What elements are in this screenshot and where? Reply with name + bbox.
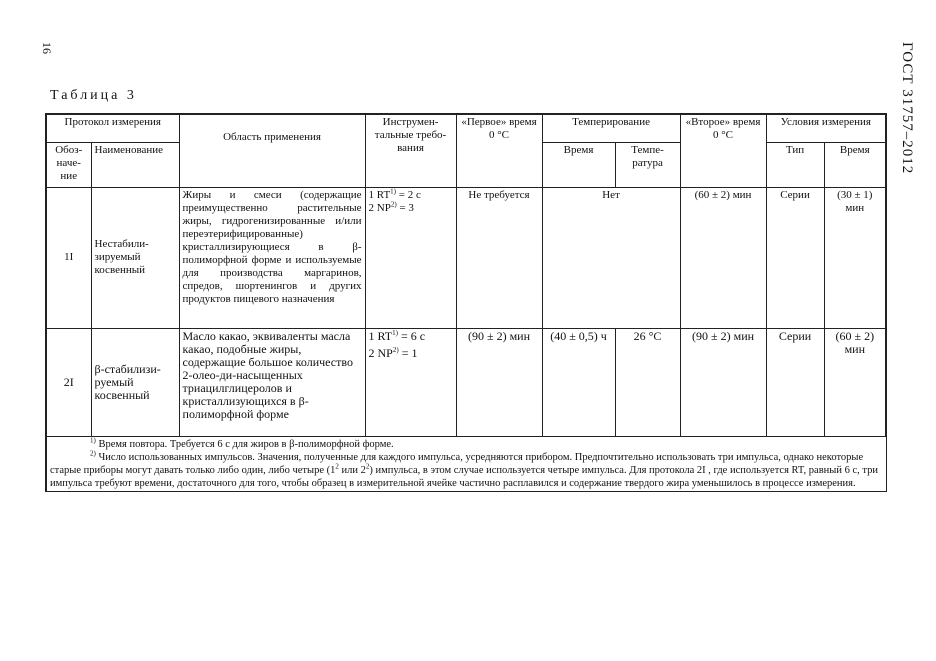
header-row-1 [46,114,886,142]
row2-temper-temp: 26 °C [615,328,680,436]
header-second-time-temp: 0 °C [713,129,734,141]
row1-type: Серии [766,187,824,328]
row2-second-time: (90 ± 2) мин [680,328,766,436]
page-number: 16 [40,42,54,54]
row1-tempering: Нет [542,187,680,328]
row1-instrument: 1 RT$^{1)}$ = 2 с 2 NP$^{2)}$ = 3 [365,187,456,328]
row2-instrument: 1 RT$^{1)}$ = 6 с 2 NP$^{2)}$ = 1 [365,328,456,436]
measurement-protocols-table [45,113,887,492]
header-temper-temp: Темпе-ратура [615,142,680,187]
header-scope: Область применения [179,114,365,187]
header-time: Время [824,142,886,187]
header-second-time-label: «Второе» время [685,116,761,128]
row1-first-time: Не требуется [456,187,542,328]
row2-first-time: (90 ± 2) мин [456,328,542,436]
row1-time: (30 ± 1) мин [824,187,886,328]
table-title: Таблица 3 [50,88,137,103]
notes-row [46,436,886,491]
standard-designation: ГОСТ 31757–2012 [899,42,915,175]
header-instrument: Инструмен-тальные требо-вания [365,114,456,187]
row2-type: Серии [766,328,824,436]
header-type: Тип [766,142,824,187]
row2-name: β-стабилизи-руемый косвенный [91,328,179,436]
header-first-time-label: «Первое» время [461,116,537,128]
header-conditions: Условия измерения [766,114,886,142]
header-first-time-temp: 0 °C [489,129,510,141]
row2-designation: 2I [46,328,91,436]
row1-scope: Жиры и смеси (содержащие преимущественно растительные жиры, гидрогенизированные и/или переэтерифицированные) кристаллизирующиеся в β- полиморфной форме и используемые для производства маргаринов, спредов, шортенингов и других продуктов пищевого назначения [179,187,365,328]
table-row [46,328,886,436]
header-temper-time: Время [542,142,615,187]
table-frame [45,113,885,511]
row1-name: Нестабили-зируемый косвенный [91,187,179,328]
row1-designation: 1I [46,187,91,328]
header-tempering: Темперирование [542,114,680,142]
footnotes [46,436,886,491]
header-second-time [680,114,766,187]
row1-second-time: (60 ± 2) мин [680,187,766,328]
table-row [46,187,886,328]
row2-scope: Масло какао, эквиваленты масла какао, подобные жиры, содержащие большое количество 2-олео-ди-насыщенных триацилглицеролов и кристаллизующихся в β-полиморфной форме [179,328,365,436]
footnote-1: $^{1)}$ Время повтора. Требуется 6 с для жиров в β-полиморфной форме. [90,436,394,450]
header-designation: Обоз-наче-ние [46,142,91,187]
row2-temper-time: (40 ± 0,5) ч [542,328,615,436]
footnote-2: $^{2)}$ Число использованных импульсов. Значения, полученные для каждого импульса, усредняются прибором. Предпочтительно использовать три импульса, однако некоторые старые приборы могут давать только либо один, либо четыре ($1^2$ или $2^2$) импульса, в этом случае используется четыре импульса. Для протокола 2I , где используется RT, равный 6 с, три импульса требуют времени, достаточного для того, чтобы образец в измерительной ячейке частично расплавился и содержание твердого жира уменьшилось в процессе измерения. [50,449,878,489]
header-protocol: Протокол измерения [46,114,179,142]
row2-time: (60 ± 2) мин [824,328,886,436]
header-first-time [456,114,542,187]
header-name: Наименование [91,142,179,187]
